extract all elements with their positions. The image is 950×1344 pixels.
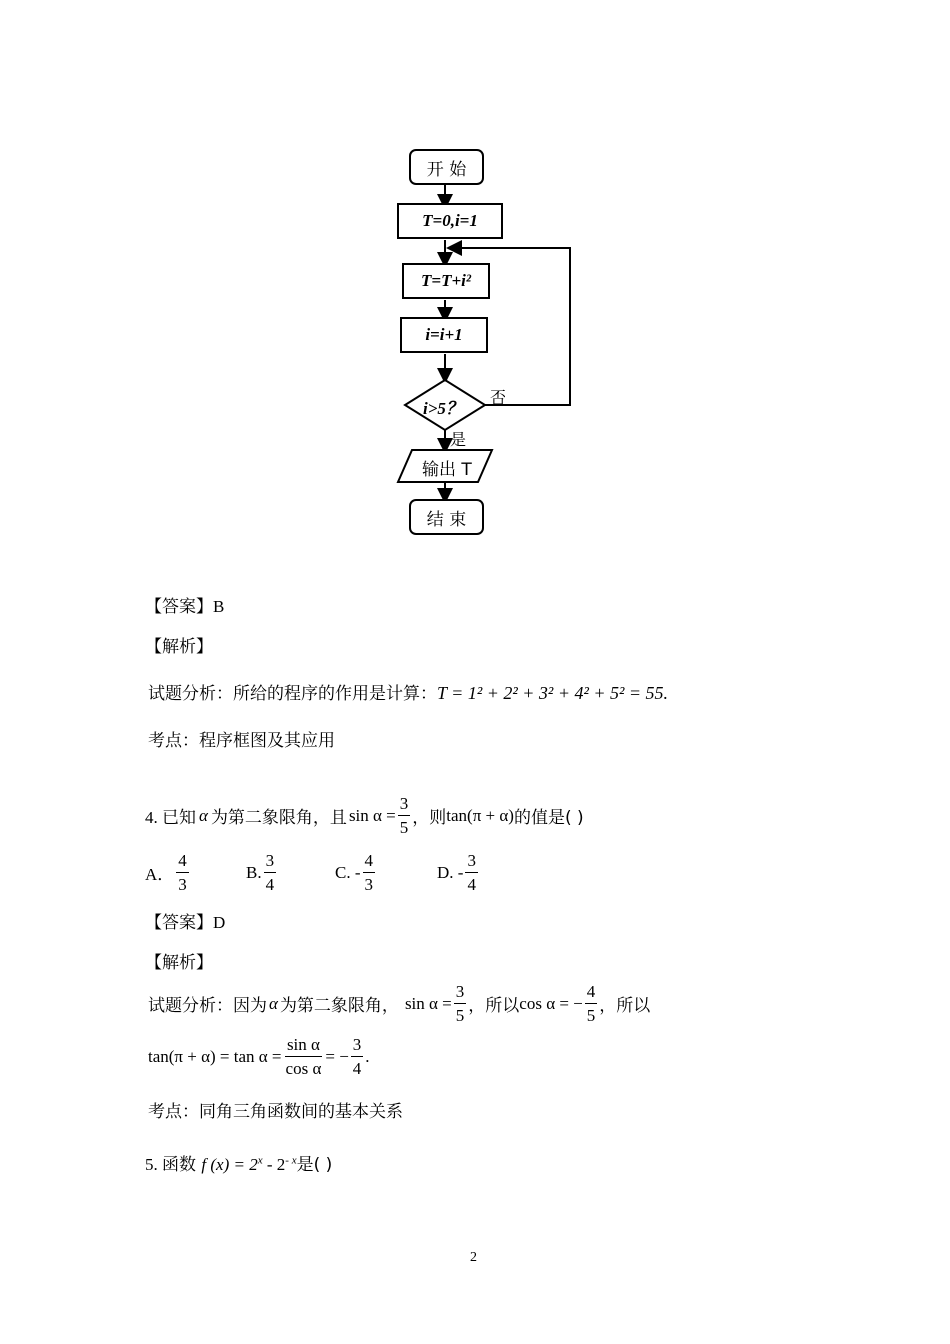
sin-expr: sin α =	[404, 993, 452, 1013]
option-fraction	[264, 852, 277, 893]
q3-analysis-label: 【解析】	[145, 637, 213, 657]
option-label: A．	[145, 865, 175, 884]
result-fraction	[351, 1036, 364, 1077]
q4-stem-then: ，则	[412, 808, 447, 828]
q4-answer	[145, 908, 225, 933]
q5-stem-end: 是( )	[296, 1155, 333, 1175]
fraction-denominator: 3	[178, 875, 187, 894]
fraction-denominator: 4	[352, 1059, 362, 1078]
init-node: T=0,i=1	[397, 203, 503, 239]
no-label: 否	[490, 388, 507, 407]
q4-stem-end: 的值是( )	[513, 808, 584, 828]
condition-label: i>5？	[423, 399, 463, 418]
q4-point: 考点：同角三角函数间的基本关系	[148, 1102, 403, 1122]
fraction-denominator: 3	[364, 875, 373, 894]
update-node: T=T+i²	[402, 263, 490, 299]
answer-label: 【答案】	[145, 913, 213, 933]
fraction-numerator: 3	[264, 852, 277, 873]
cos-fraction	[585, 983, 598, 1024]
fraction-denominator: 5	[586, 1006, 596, 1025]
fraction-numerator: 3	[465, 852, 478, 873]
q5-stem	[145, 1150, 332, 1175]
q4-option-b	[246, 852, 278, 893]
q4-stem	[145, 795, 584, 836]
analysis-text: 试题分析：因为	[148, 996, 267, 1016]
fraction-numerator: sin α	[285, 1036, 322, 1057]
answer-label: 【答案】	[145, 597, 213, 617]
q4-sin-fraction	[398, 795, 411, 836]
q3-analysis-text: 试题分析：所给的程序的作用是计算：	[148, 684, 437, 704]
start-node: 开 始	[409, 149, 484, 185]
analysis-text: ，所以	[599, 996, 651, 1016]
q4-analysis-line2	[148, 1036, 370, 1077]
q5-minus-term: - 2	[262, 1155, 286, 1174]
q5-function: f (x) = 2	[201, 1155, 258, 1174]
q3-analysis	[148, 679, 668, 704]
option-fraction	[363, 852, 376, 893]
page-number: 2	[470, 1250, 477, 1265]
q4-option-a	[145, 852, 191, 893]
q4-tan-expr: tan(π + α)	[446, 805, 514, 825]
q4-number: 4. 已知	[145, 808, 196, 827]
cos-expr: cos α = −	[519, 993, 583, 1013]
option-label: D. -	[437, 862, 464, 882]
output-label: 输出 T	[422, 460, 472, 480]
fraction-denominator: cos α	[285, 1059, 322, 1078]
fraction-denominator: 4	[467, 875, 476, 894]
q3-point: 考点：程序框图及其应用	[148, 731, 335, 751]
fraction-denominator: 5	[455, 1006, 465, 1025]
equals-minus: = −	[325, 1046, 349, 1066]
fraction-numerator: 4	[363, 852, 376, 873]
fraction-numerator: 3	[398, 795, 411, 816]
exponent: x	[257, 1154, 263, 1167]
q4-stem-text: 为第二象限角，且	[210, 808, 347, 828]
q5-number: 5. 函数	[145, 1155, 196, 1174]
option-label: C. -	[335, 862, 361, 882]
answer-value: B	[213, 597, 225, 616]
sin-over-cos-fraction	[284, 1036, 324, 1077]
q4-option-d	[437, 852, 480, 893]
tan-identity: tan(π + α) = tan α =	[148, 1046, 282, 1066]
fraction-denominator: 4	[265, 875, 275, 894]
fraction-denominator: 5	[399, 818, 409, 837]
q3-answer	[145, 592, 224, 617]
yes-label: 是	[450, 430, 467, 449]
fraction-numerator: 3	[351, 1036, 364, 1057]
sin-fraction	[454, 983, 467, 1024]
analysis-text: ，所以	[468, 996, 520, 1016]
alpha-symbol: α	[269, 993, 278, 1013]
end-node: 结 束	[409, 499, 484, 535]
q4-alpha: α	[199, 805, 208, 825]
fraction-numerator: 3	[454, 983, 467, 1004]
option-label: B.	[246, 862, 262, 882]
q4-sin-expr: sin α =	[348, 805, 396, 825]
increment-node: i=i+1	[400, 317, 488, 353]
q3-formula: T = 1² + 2² + 3² + 4² + 5² = 55.	[437, 683, 669, 703]
q4-option-c	[335, 852, 377, 893]
analysis-text: 为第二象限角，	[279, 996, 399, 1016]
q4-analysis-line1	[148, 983, 650, 1024]
q4-analysis-label: 【解析】	[145, 953, 213, 973]
fraction-numerator: 4	[585, 983, 598, 1004]
option-fraction	[176, 852, 189, 893]
answer-value: D	[213, 913, 226, 932]
exponent: - x	[285, 1154, 297, 1167]
period: .	[365, 1046, 370, 1066]
fraction-numerator: 4	[176, 852, 189, 873]
option-fraction	[465, 852, 478, 893]
